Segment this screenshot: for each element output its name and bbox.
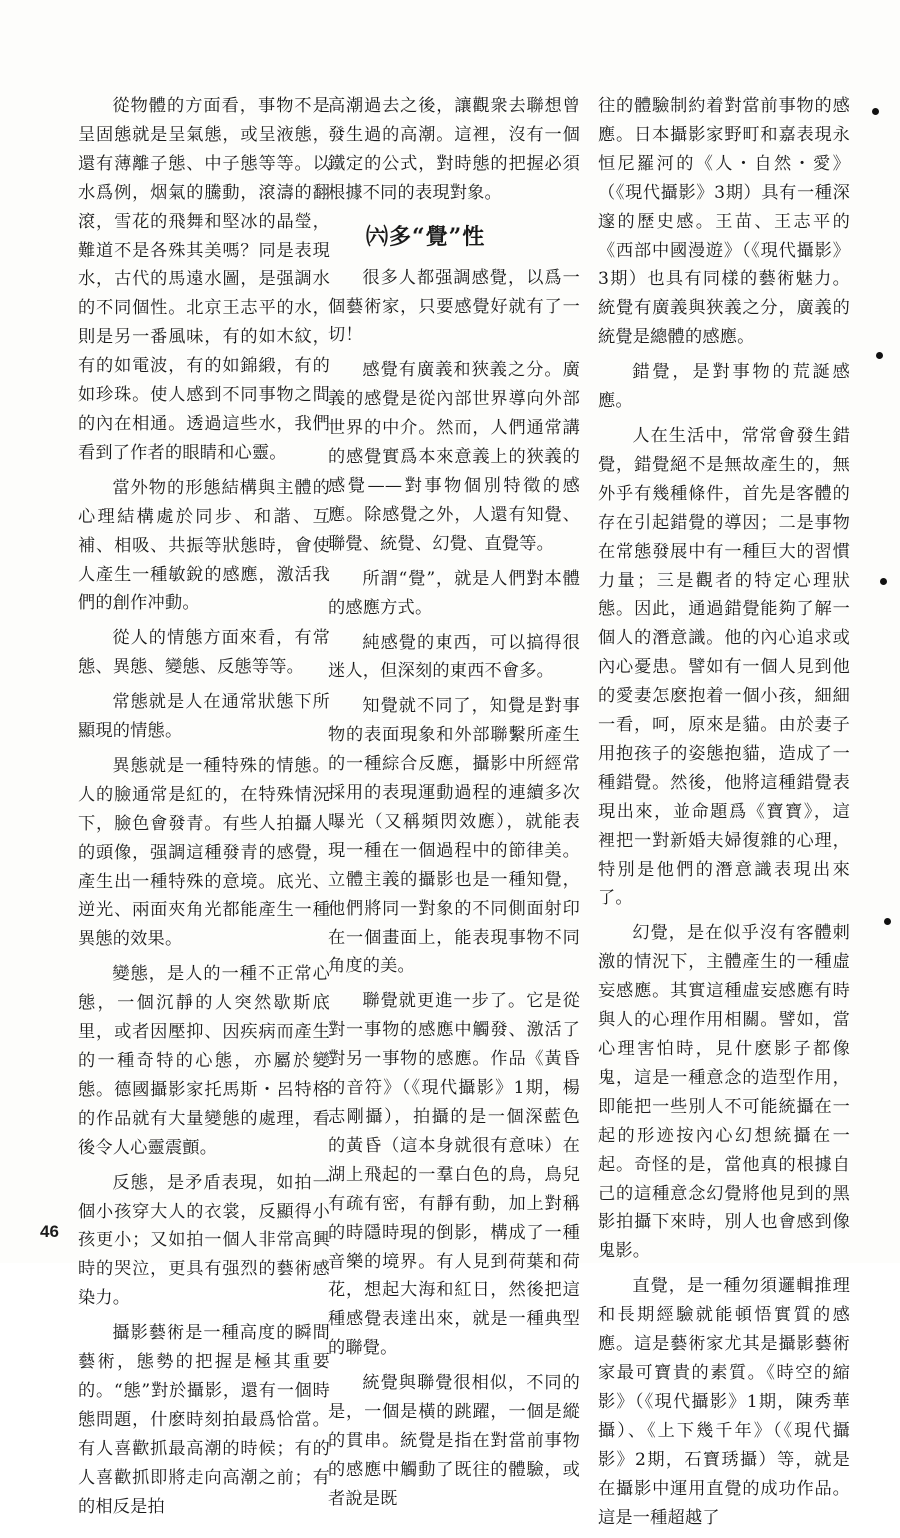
paragraph: 反態，是矛盾表現，如拍一個小孩穿大人的衣裳，反顯得小孩更小；又如拍一個人非常高興時的哭泣，更具有强烈的藝術感染力。 xyxy=(78,1172,330,1309)
paragraph: 常態就是人在通常狀態下所顯現的情態。 xyxy=(78,692,330,742)
paragraph: 攝影藝術是一種高度的瞬間藝術，態勢的把握是極其重要的。“態”對於攝影，還有一個時態問題，什麽時刻拍最爲恰當。有人喜歡抓最高潮的時候；有的人喜歡抓即將走向高潮之前；有的相反是拍 xyxy=(78,1323,330,1517)
paragraph: 錯覺，是對事物的荒誕感應。 xyxy=(598,362,850,412)
paragraph-continued: 往的體驗制約着對當前事物的感應。日本攝影家野町和嘉表現永恒尼羅河的《人・自然・愛》（《現代攝影》3期）具有一種深邃的歷史感。王苗、王志平的《西部中國漫遊》（《現代攝影》3期）也具有同樣的藝術魅力。統覺有廣義與狹義之分，廣義的統覺是總體的感應。 xyxy=(598,96,850,348)
text-column-1 xyxy=(78,92,330,1528)
section-heading: ㈥多“覺”性 xyxy=(366,223,486,250)
text-column-3 xyxy=(598,92,850,1538)
paragraph: 知覺就不同了，知覺是對事物的表面現象和外部聯繫所產生的一種綜合反應，攝影中所經常採用的表現運動過程的連續多次曝光（又稱頻閃效應），就能表現一種在一個過程中的節律美。立體主義的攝影也是一種知覺，他們將同一對象的不同側面射印在一個畫面上，能表現事物不同角度的美。 xyxy=(328,696,580,977)
paragraph: 從人的情態方面來看，有常態、異態、變態、反態等等。 xyxy=(78,628,330,678)
margin-bullet-mark xyxy=(872,108,879,115)
margin-bullet-mark xyxy=(884,918,891,925)
paragraph: 變態，是人的一種不正常心態，一個沉靜的人突然歇斯底里，或者因壓抑、因疾病而產生的一種奇特的心態，亦屬於變態。德國攝影家托馬斯・呂特格的作品就有大量變態的處理，看後令人心靈震顫。 xyxy=(78,964,330,1158)
paragraph: 人在生活中，常常會發生錯覺，錯覺絕不是無故產生的，無外乎有幾種條件，首先是客體的存在引起錯覺的導因；二是事物在常態發展中有一種巨大的習慣力量；三是觀者的特定心理狀態。因此，通過錯覺能夠了解一個人的潛意識。他的內心追求或內心憂患。譬如有一個人見到他的愛妻怎麽抱着一個小孩，細細一看，呵，原來是貓。由於妻子用抱孩子的姿態抱貓，造成了一種錯覺。然後，他將這種錯覺表現出來，並命題爲《寶寶》，這裡把一對新婚夫婦復雜的心理，特別是他們的潛意識表現出來了。 xyxy=(598,425,850,909)
paragraph: 所謂“覺”，就是人們對本體的感應方式。 xyxy=(328,568,580,618)
paragraph: 聯覺就更進一步了。它是從對一事物的感應中觸發、激活了對另一事物的感應。作品《黃昏的音符》（《現代攝影》1期，楊志剛攝），拍攝的是一個深藍色的黃昏（這本身就很有意味）在湖上飛起的一羣白色的鳥，鳥兒有疏有密，有靜有動，加上對稱的時隱時現的倒影，構成了一種音樂的境界。有人見到荷葉和荷花，想起大海和紅日，然後把這種感覺表達出來，就是一種典型的聯覺。 xyxy=(328,991,580,1359)
paragraph: 異態就是一種特殊的情態。人的臉通常是紅的，在特殊情況下，臉色會發青。有些人拍攝人的頭像，强調這種發青的感覺，產生出一種特殊的意境。底光、逆光、兩面夾角光都能產生一種異態的效果。 xyxy=(78,755,330,950)
paragraph: 純感覺的東西，可以搞得很迷人，但深刻的東西不會多。 xyxy=(328,632,580,682)
margin-bullet-mark xyxy=(876,352,883,359)
paragraph: 統覺與聯覺很相似，不同的是，一個是橫的跳躍，一個是縱的貫串。統覺是指在對當前事物的感應中觸動了既往的體驗，或者說是既 xyxy=(328,1373,580,1509)
paragraph: 當外物的形態結構與主體的心理結構處於同步、和諧、互補、相吸、共振等狀態時，會使人產生一種敏銳的感應，激活我們的創作冲動。 xyxy=(78,477,330,614)
paragraph: 從物體的方面看，事物不是呈固態就是呈氣態，或呈液態，還有薄離子態、中子態等等。以水爲例，烟氣的騰動，滾濤的翻滾，雪花的飛舞和堅冰的晶瑩，難道不是各殊其美嗎？同是表現水，古代的馬遠水圖，是强調水的不同個性。北京王志平的水，則是另一番風味，有的如木紋，有的如電波，有的如錦緞，有的如珍珠。使人感到不同事物之間的內在相通。透過這些水，我們看到了作者的眼睛和心靈。 xyxy=(78,96,330,463)
paragraph: 直覺，是一種勿須邏輯推理和長期經驗就能頓悟實質的感應。這是藝術家尤其是攝影藝術家最可寶貴的素質。《時空的縮影》（《現代攝影》1期，陳秀華攝）、《上下幾千年》（《現代攝影》2期，石寶琇攝）等，就是在攝影中運用直覺的成功作品。這是一種超越了 xyxy=(598,1276,850,1528)
paragraph: 很多人都强調感覺，以爲一個藝術家，只要感覺好就有了一切！ xyxy=(328,267,580,346)
paragraph-continued: 高潮過去之後，讓觀衆去聯想曾發生過的高潮。這裡，沒有一個鐵定的公式，對時態的把握必須根據不同的表現對象。 xyxy=(328,96,580,203)
paragraph: 感覺有廣義和狹義之分。廣義的感覺是從內部世界導向外部世界的中介。然而，人們通常講的感覺實爲本來意義上的狹義的感覺——對事物個別特徵的感應。除感覺之外，人還有知覺、聯覺、統覺、幻覺、直覺等。 xyxy=(328,360,580,554)
paragraph: 幻覺，是在似乎沒有客體刺激的情況下，主體產生的一種虛妄感應。其實這種虛妄感應有時與人的心理作用相關。譬如，當心理害怕時，見什麽影子都像鬼，這是一種意念的造型作用，即能把一些別人不可能統攝在一起的形迹按內心幻想統攝在一起。奇怪的是，當他真的根據自己的這種意念幻覺將他見到的黑影拍攝下來時，別人也會感到像鬼影。 xyxy=(598,923,850,1262)
page-number: 46 xyxy=(40,1222,59,1241)
margin-bullet-mark xyxy=(880,578,887,585)
text-column-2 xyxy=(328,92,580,1520)
